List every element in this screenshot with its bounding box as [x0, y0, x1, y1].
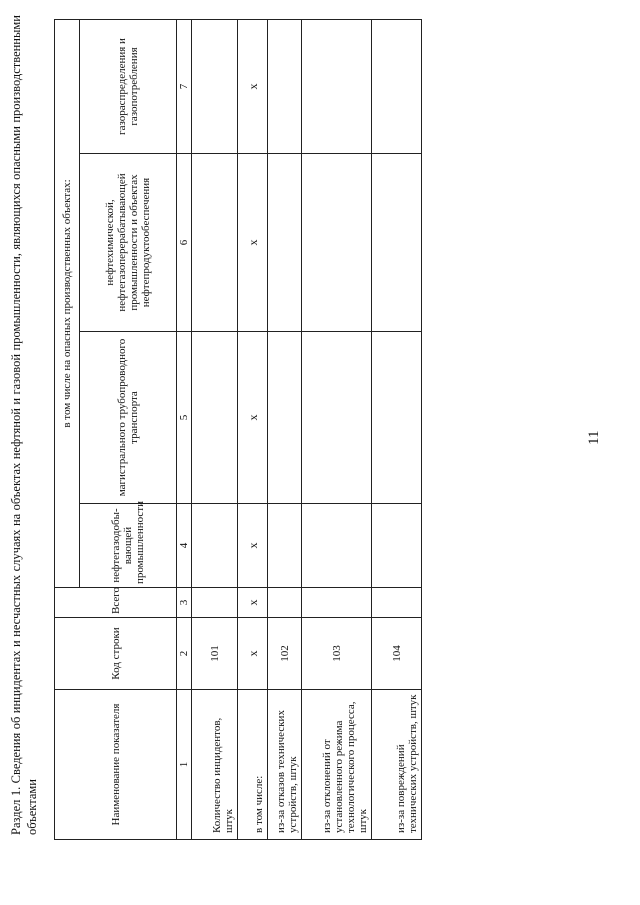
data-cell: x [238, 332, 268, 504]
data-cell[interactable] [268, 332, 302, 504]
table-row [372, 19, 422, 839]
column-number: 5 [177, 332, 192, 504]
row-indicator-name: из-за отказов технических устройств, штук [268, 690, 302, 840]
data-cell[interactable] [302, 332, 372, 504]
row-code: 101 [192, 618, 238, 690]
header-row-code: Код строки [55, 618, 177, 690]
data-cell[interactable] [372, 19, 422, 153]
row-indicator-name: Количество инцидентов, штук [192, 690, 238, 840]
table-row [192, 19, 238, 839]
data-cell[interactable] [302, 504, 372, 588]
table-row [238, 19, 268, 839]
row-code: 104 [372, 618, 422, 690]
data-cell[interactable] [302, 154, 372, 332]
data-cell[interactable] [268, 504, 302, 588]
row-indicator-name: из-за отклонений от установленного режима технологического процесса, штук [302, 690, 372, 840]
data-cell[interactable] [192, 504, 238, 588]
data-cell[interactable] [268, 154, 302, 332]
data-cell[interactable] [268, 19, 302, 153]
row-indicator-name: из-за повреждений технических устройств, штук [372, 690, 422, 840]
data-cell[interactable] [372, 332, 422, 504]
data-cell[interactable] [372, 504, 422, 588]
header-row-1 [55, 19, 80, 839]
header-petrochemical: нефтехимической, нефтегазоперерабатывающей промышленности и объектах нефтепродуктообеспечения [80, 154, 177, 332]
header-trunk-pipeline: магистрального трубопроводного транспорта [80, 332, 177, 504]
row-indicator-name: в том числе: [238, 690, 268, 840]
data-cell[interactable] [268, 588, 302, 618]
data-cell[interactable] [372, 588, 422, 618]
column-number: 4 [177, 504, 192, 588]
header-gas-distribution: газораспределения и газопотребления [80, 19, 177, 153]
data-cell[interactable] [192, 332, 238, 504]
data-cell[interactable] [192, 154, 238, 332]
data-cell[interactable] [302, 588, 372, 618]
data-cell[interactable] [372, 154, 422, 332]
data-cell[interactable] [302, 19, 372, 153]
header-oil-gas-production: нефтегазодобы-вающей промышленности [80, 504, 177, 588]
table-row [268, 19, 302, 839]
header-including-group: в том числе на опасных производственных объектах: [55, 19, 80, 587]
data-cell: x [238, 19, 268, 153]
page-number: 11 [586, 430, 602, 445]
data-cell[interactable] [192, 588, 238, 618]
column-number-row [177, 19, 192, 839]
column-number: 1 [177, 690, 192, 840]
data-cell: x [238, 154, 268, 332]
incidents-table [54, 19, 422, 840]
header-indicator-name: Наименование показателя [55, 690, 177, 840]
column-number: 6 [177, 154, 192, 332]
data-cell: x [238, 504, 268, 588]
column-number: 7 [177, 19, 192, 153]
header-total: Всего [55, 588, 177, 618]
row-code: x [238, 618, 268, 690]
table-row [302, 19, 372, 839]
data-cell[interactable] [192, 19, 238, 153]
row-code: 103 [302, 618, 372, 690]
column-number: 2 [177, 618, 192, 690]
section-heading: Раздел 1. Сведения об инцидентах и несчастных случаях на объектах нефтяной и газовой промышленности, являющихся опасными производственными объектами [9, 15, 39, 835]
data-cell: x [238, 588, 268, 618]
row-code: 102 [268, 618, 302, 690]
column-number: 3 [177, 588, 192, 618]
